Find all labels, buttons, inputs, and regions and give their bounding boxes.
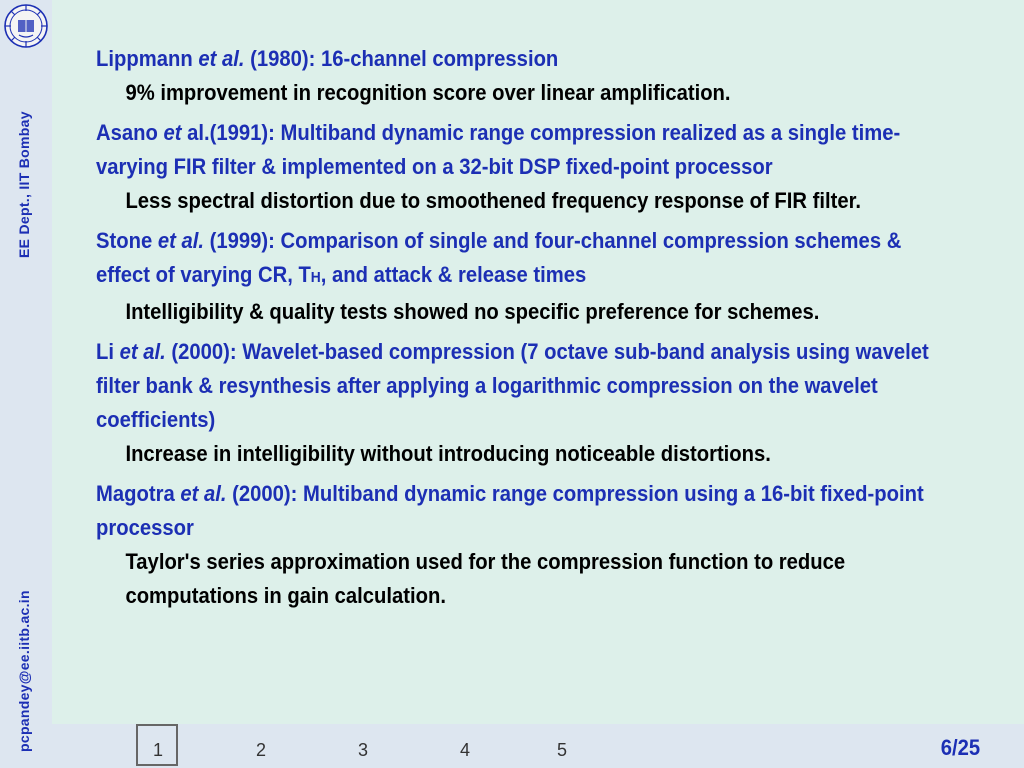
nav-page-3[interactable]: 3 — [358, 740, 369, 760]
et-al: et — [163, 120, 182, 145]
citation-text: (2000): Wavelet-based compression (7 octave sub-band analysis using wavelet filter bank & resynthesis after applying a logarithmic compression on the wavelet coefficients) — [96, 339, 929, 432]
subscript-h: H — [310, 269, 321, 286]
dept-label: EE Dept., IIT Bombay — [16, 111, 32, 258]
author: Stone — [96, 228, 153, 253]
nav-page-4[interactable]: 4 — [460, 740, 471, 760]
reference-entry — [96, 116, 986, 218]
reference-entry — [96, 477, 986, 613]
author: Asano — [96, 120, 158, 145]
citation-text: (1999): Comparison of single and four-channel compression schemes & effect of varying CR, T — [96, 228, 902, 287]
citation — [96, 116, 961, 184]
nav-page-1[interactable]: 1 — [153, 740, 164, 760]
finding: 9% improvement in recognition score over linear amplification. — [125, 80, 731, 105]
citation-text-end: , and attack & release times — [320, 262, 587, 287]
author-email: pcpandey@ee.iitb.ac.in — [16, 590, 32, 752]
finding: Increase in intelligibility without introducing noticeable distortions. — [125, 441, 771, 466]
finding: Intelligibility & quality tests showed no specific preference for schemes. — [125, 299, 820, 324]
institute-logo — [3, 3, 49, 49]
citation-text: (2000): Multiband dynamic range compression using a 16-bit fixed-point processor — [96, 481, 924, 540]
citation-text: (1980): 16-channel compression — [244, 46, 559, 71]
citation — [96, 42, 961, 76]
et-al: et al. — [119, 339, 166, 364]
slide-navigation — [52, 724, 1024, 768]
citation — [96, 477, 961, 545]
slide-content — [52, 0, 1024, 724]
reference-entry — [96, 224, 986, 329]
et-al: et al. — [157, 228, 204, 253]
citation-text: al.(1991): Multiband dynamic range compression realized as a single time-varying FIR filter & implemented on a 32-bit DSP fixed-point processor — [96, 120, 901, 179]
page-counter: 6/25 — [940, 735, 981, 760]
citation — [96, 335, 961, 437]
citation — [96, 224, 961, 295]
sidebar — [0, 0, 52, 768]
et-al: et al. — [198, 46, 245, 71]
nav-page-2[interactable]: 2 — [256, 740, 267, 760]
finding: Taylor's series approximation used for the compression function to reduce computations in gain calculation. — [125, 549, 846, 608]
author: Lippmann — [96, 46, 193, 71]
author: Magotra — [96, 481, 175, 506]
finding: Less spectral distortion due to smoothened frequency response of FIR filter. — [125, 188, 861, 213]
reference-entry — [96, 335, 986, 471]
et-al: et al. — [180, 481, 227, 506]
reference-list — [96, 42, 986, 619]
reference-entry — [96, 42, 986, 110]
author: Li — [96, 339, 114, 364]
nav-page-5[interactable]: 5 — [557, 740, 568, 760]
